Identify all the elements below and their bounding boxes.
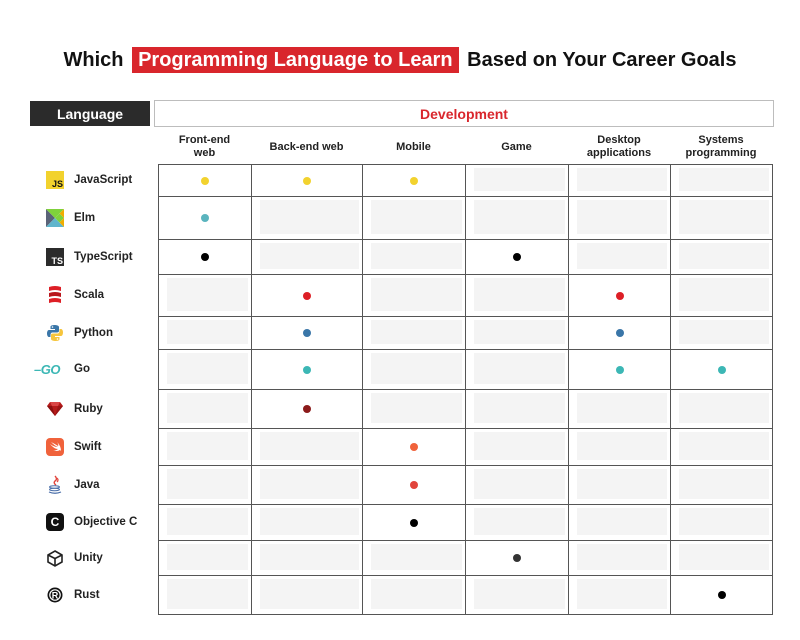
cell-shading xyxy=(577,393,667,423)
cell-shading xyxy=(679,508,769,535)
grid-cell xyxy=(569,576,671,615)
usage-dot-javascript-mobile xyxy=(410,177,418,185)
elm-icon xyxy=(44,207,66,229)
grid-cell xyxy=(252,197,363,240)
cell-shading xyxy=(167,432,248,460)
grid-cell xyxy=(159,505,252,541)
usage-dot-ruby-back-end-web xyxy=(303,405,311,413)
grid-cell xyxy=(671,350,773,390)
usage-dot-python-desktop-applications xyxy=(616,329,624,337)
grid-cell xyxy=(363,541,466,576)
language-row-python xyxy=(44,321,113,345)
usage-dot-elm-front-end-web xyxy=(201,214,209,222)
usage-dot-go-systems-programming xyxy=(718,366,726,374)
usage-dot-javascript-back-end-web xyxy=(303,177,311,185)
language-name: Python xyxy=(74,326,113,339)
cell-shading xyxy=(679,278,769,311)
language-row-objective-c xyxy=(44,510,137,534)
language-name: Rust xyxy=(74,588,100,601)
cell-shading xyxy=(474,469,565,499)
language-name: Scala xyxy=(74,289,105,301)
typescript-icon: TS xyxy=(44,246,66,268)
cell-shading xyxy=(679,469,769,499)
grid-cell xyxy=(159,317,252,350)
grid-cell xyxy=(363,197,466,240)
cell-shading xyxy=(371,393,462,423)
language-row-ruby xyxy=(44,397,103,421)
rust-icon xyxy=(44,584,66,606)
grid-cell xyxy=(569,240,671,275)
grid-cell xyxy=(569,541,671,576)
usage-dot-scala-desktop-applications xyxy=(616,292,624,300)
language-name: JavaScript xyxy=(74,174,133,186)
cell-shading xyxy=(577,168,667,191)
grid-cell xyxy=(569,165,671,197)
cell-shading xyxy=(371,243,462,269)
cell-shading xyxy=(260,432,359,460)
column-header-front-end-web: Front-end web xyxy=(178,134,231,159)
grid-cell xyxy=(671,275,773,317)
grid-cell xyxy=(671,197,773,240)
cell-shading xyxy=(260,544,359,570)
grid-cell xyxy=(671,240,773,275)
usage-dot-go-desktop-applications xyxy=(616,366,624,374)
cell-shading xyxy=(679,243,769,269)
title-before: Which xyxy=(63,49,124,71)
grid-cell xyxy=(671,505,773,541)
cell-shading xyxy=(167,508,248,535)
grid-cell xyxy=(159,429,252,466)
java-icon xyxy=(44,474,66,496)
grid-cell xyxy=(569,197,671,240)
grid-cell xyxy=(159,390,252,429)
cell-shading xyxy=(167,320,248,344)
language-name: Ruby xyxy=(74,402,103,415)
cell-shading xyxy=(167,278,248,311)
grid-cell xyxy=(159,165,252,197)
cell-shading xyxy=(474,393,565,423)
cell-shading xyxy=(371,353,462,384)
grid-cell xyxy=(363,350,466,390)
grid-cell xyxy=(363,165,466,197)
grid-cell xyxy=(252,317,363,350)
unity-icon xyxy=(44,547,66,569)
cell-shading xyxy=(474,278,565,311)
cell-shading xyxy=(474,508,565,535)
grid-cell xyxy=(671,466,773,505)
language-row-java xyxy=(44,473,100,497)
cell-shading xyxy=(167,393,248,423)
usage-dot-python-back-end-web xyxy=(303,329,311,337)
cell-shading xyxy=(679,432,769,460)
cell-shading xyxy=(577,243,667,269)
grid-cell xyxy=(569,317,671,350)
grid-cell xyxy=(671,541,773,576)
usage-dot-swift-mobile xyxy=(410,443,418,451)
grid-cell xyxy=(569,350,671,390)
grid-cell xyxy=(252,390,363,429)
cell-shading xyxy=(679,393,769,423)
usage-dot-typescript-game xyxy=(513,253,521,261)
cell-shading xyxy=(371,544,462,570)
cell-shading xyxy=(679,200,769,234)
javascript-icon: JS xyxy=(44,169,66,191)
language-row-rust xyxy=(44,583,100,607)
language-row-elm xyxy=(44,206,95,230)
language-name: Java xyxy=(74,478,100,491)
cell-shading xyxy=(474,320,565,344)
grid-cell xyxy=(252,429,363,466)
grid-cell xyxy=(363,429,466,466)
grid-cell xyxy=(466,240,569,275)
page-title xyxy=(0,44,800,76)
language-row-swift xyxy=(44,435,101,459)
language-name: Unity xyxy=(74,551,103,564)
cell-shading xyxy=(577,508,667,535)
cell-shading xyxy=(577,579,667,609)
grid-cell xyxy=(252,576,363,615)
grid-cell xyxy=(466,576,569,615)
usage-dot-scala-back-end-web xyxy=(303,292,311,300)
swift-icon xyxy=(44,436,66,458)
cell-shading xyxy=(679,544,769,570)
usage-dot-go-back-end-web xyxy=(303,366,311,374)
grid-cell xyxy=(569,390,671,429)
grid-cell xyxy=(466,390,569,429)
grid-cell xyxy=(466,197,569,240)
grid-cell xyxy=(252,541,363,576)
svg-text:R: R xyxy=(51,589,59,600)
column-header-game: Game xyxy=(501,140,532,153)
grid-cell xyxy=(159,541,252,576)
cell-shading xyxy=(474,432,565,460)
language-name: Elm xyxy=(74,211,96,224)
column-header-back-end-web: Back-end web xyxy=(269,140,344,153)
grid-cell xyxy=(363,505,466,541)
usage-grid xyxy=(158,164,773,615)
cell-shading xyxy=(167,469,248,499)
grid-cell xyxy=(159,197,252,240)
grid-cell xyxy=(466,541,569,576)
cell-shading xyxy=(371,320,462,344)
language-name: Swift xyxy=(74,440,102,453)
cell-shading xyxy=(260,508,359,535)
title-after: Based on Your Career Goals xyxy=(467,49,737,71)
usage-dot-javascript-front-end-web xyxy=(201,177,209,185)
column-header-systems-programming: Systems programming xyxy=(685,134,757,159)
grid-cell xyxy=(671,576,773,615)
cell-shading xyxy=(371,278,462,311)
language-row-unity xyxy=(44,546,103,570)
grid-cell xyxy=(252,240,363,275)
language-row-javascript xyxy=(44,168,132,192)
grid-cell xyxy=(363,390,466,429)
grid-cell xyxy=(159,466,252,505)
grid-cell xyxy=(466,466,569,505)
cell-shading xyxy=(167,579,248,609)
grid-cell xyxy=(363,240,466,275)
grid-cell xyxy=(466,165,569,197)
grid-cell xyxy=(159,240,252,275)
cell-shading xyxy=(371,579,462,609)
grid-cell xyxy=(252,350,363,390)
language-name: Go xyxy=(74,363,90,375)
cell-shading xyxy=(577,469,667,499)
usage-dot-objective-c-mobile xyxy=(410,519,418,527)
grid-cell xyxy=(569,275,671,317)
language-row-scala xyxy=(44,283,104,307)
grid-cell xyxy=(466,350,569,390)
python-icon xyxy=(44,322,66,344)
go-icon: –GO xyxy=(34,361,60,377)
grid-cell xyxy=(363,466,466,505)
cell-shading xyxy=(474,579,565,609)
grid-cell xyxy=(252,275,363,317)
cell-shading xyxy=(474,168,565,191)
cell-shading xyxy=(167,544,248,570)
usage-dot-rust-systems-programming xyxy=(718,591,726,599)
cell-shading xyxy=(260,579,359,609)
cell-shading xyxy=(260,243,359,269)
grid-cell xyxy=(569,466,671,505)
language-row-go xyxy=(34,357,90,381)
ruby-icon xyxy=(44,398,66,420)
language-name: TypeScript xyxy=(74,250,133,263)
cell-shading xyxy=(260,469,359,499)
column-header-desktop-applications: Desktop applications xyxy=(586,134,652,159)
scala-icon xyxy=(44,284,66,306)
grid-cell xyxy=(363,317,466,350)
cell-shading xyxy=(474,200,565,234)
grid-cell xyxy=(159,275,252,317)
grid-cell xyxy=(159,350,252,390)
cell-shading xyxy=(260,200,359,234)
grid-cell xyxy=(363,275,466,317)
cell-shading xyxy=(577,200,667,234)
cell-shading xyxy=(577,432,667,460)
grid-cell xyxy=(671,165,773,197)
grid-cell xyxy=(671,429,773,466)
grid-cell xyxy=(671,317,773,350)
usage-dot-java-mobile xyxy=(410,481,418,489)
grid-cell xyxy=(252,505,363,541)
grid-cell xyxy=(466,275,569,317)
column-header-mobile: Mobile xyxy=(396,140,431,153)
cell-shading xyxy=(577,544,667,570)
grid-cell xyxy=(466,429,569,466)
cell-shading xyxy=(474,353,565,384)
language-row-typescript xyxy=(44,245,133,269)
language-name: Objective C xyxy=(74,516,138,528)
cell-shading xyxy=(167,353,248,384)
development-header: Development xyxy=(154,100,774,127)
grid-cell xyxy=(159,576,252,615)
usage-dot-typescript-front-end-web xyxy=(201,253,209,261)
grid-cell xyxy=(569,429,671,466)
language-header: Language xyxy=(30,101,150,126)
grid-cell xyxy=(466,317,569,350)
grid-cell xyxy=(671,390,773,429)
grid-cell xyxy=(363,576,466,615)
grid-cell xyxy=(466,505,569,541)
cell-shading xyxy=(679,168,769,191)
title-highlight: Programming Language to Learn xyxy=(132,47,458,73)
cell-shading xyxy=(371,200,462,234)
grid-cell xyxy=(569,505,671,541)
cell-shading xyxy=(679,320,769,344)
usage-dot-unity-game xyxy=(513,554,521,562)
grid-cell xyxy=(252,165,363,197)
objective-c-icon: C xyxy=(44,511,66,533)
grid-cell xyxy=(252,466,363,505)
